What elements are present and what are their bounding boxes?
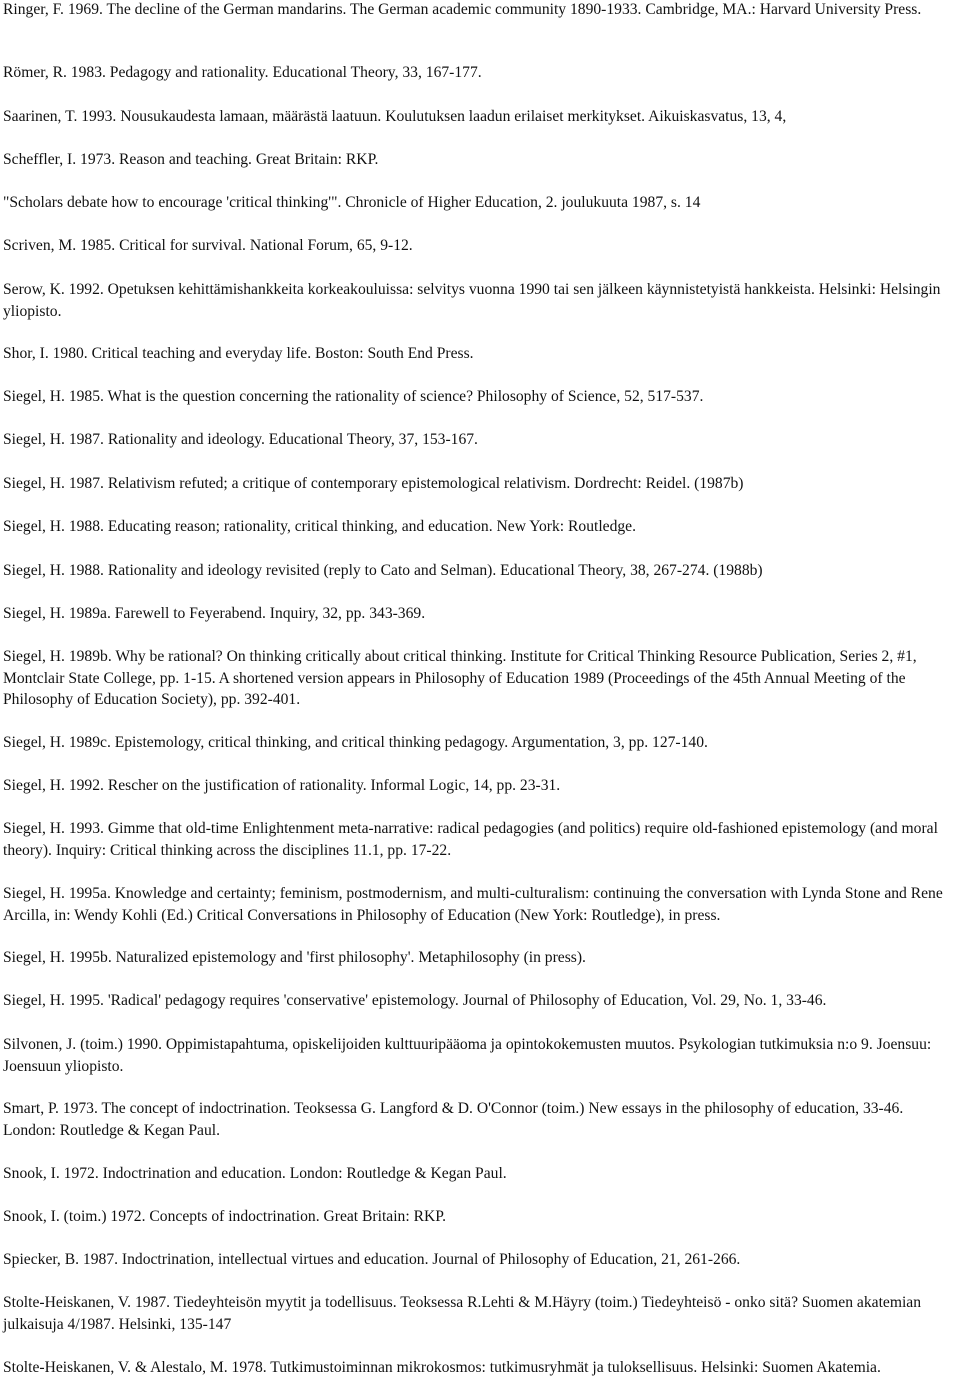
reference-entry: Siegel, H. 1987. Relativism refuted; a critique of contemporary epistemological relativism. Dordrecht: Reidel. (1987b): [3, 475, 744, 492]
reference-entry: Siegel, H. 1989b. Why be rational? On thinking critically about critical thinking. Institute for Critical Thinking Resource Publication, Series 2, #1, Montclair State College, pp. 1-15. A shortened version appears in Philosophy of Education 1989 (Proceedings of the 45th Annual Meeting of the Philosophy of Education Society), pp. 392-401.: [3, 648, 917, 708]
reference-entry: Römer, R. 1983. Pedagogy and rationality. Educational Theory, 33, 167-177.: [3, 64, 482, 81]
reference-entry: Siegel, H. 1995b. Naturalized epistemology and 'first philosophy'. Metaphilosophy (in press).: [3, 949, 586, 966]
reference-entry: "Scholars debate how to encourage 'critical thinking'". Chronicle of Higher Education, 2. joulukuuta 1987, s. 14: [3, 194, 701, 211]
reference-entry: Stolte-Heiskanen, V. 1987. Tiedeyhteisön myytit ja todellisuus. Teoksessa R.Lehti & M.Häyry (toim.) Tiedeyhteisö - onko sitä? Suomen akatemian julkaisuja 4/1987. Helsinki, 135-147: [3, 1294, 921, 1333]
reference-entry: Siegel, H. 1988. Rationality and ideology revisited (reply to Cato and Selman). Educational Theory, 38, 267-274. (1988b): [3, 562, 763, 579]
reference-entry: Siegel, H. 1989c. Epistemology, critical thinking, and critical thinking pedagogy. Argumentation, 3, pp. 127-140.: [3, 734, 708, 751]
reference-entry: Spiecker, B. 1987. Indoctrination, intellectual virtues and education. Journal of Philosophy of Education, 21, 261-266.: [3, 1251, 741, 1268]
reference-entry: Siegel, H. 1985. What is the question concerning the rationality of science? Philosophy of Science, 52, 517-537.: [3, 388, 704, 405]
reference-entry: Siegel, H. 1995a. Knowledge and certainty; feminism, postmodernism, and multi-culturalism: continuing the conversation with Lynda Stone and Rene Arcilla, in: Wendy Kohli (Ed.) Critical Conversations in Philosophy of Education (New York: Routledge), in press.: [3, 885, 943, 924]
reference-entry: Siegel, H. 1993. Gimme that old-time Enlightenment meta-narrative: radical pedagogies (and politics) require old-fashioned epistemology (and moral theory). Inquiry: Critical thinking across the disciplines 11.1, pp. 17-22.: [3, 820, 938, 859]
reference-entry: Siegel, H. 1987. Rationality and ideology. Educational Theory, 37, 153-167.: [3, 431, 478, 448]
reference-entry: Saarinen, T. 1993. Nousukaudesta lamaan, määrästä laatuun. Koulutuksen laadun erilaiset merkitykset. Aikuiskasvatus, 13, 4,: [3, 108, 787, 125]
reference-entry: Siegel, H. 1995. 'Radical' pedagogy requires 'conservative' epistemology. Journal of Philosophy of Education, Vol. 29, No. 1, 33-46.: [3, 992, 827, 1009]
reference-entry: Snook, I. 1972. Indoctrination and education. London: Routledge & Kegan Paul.: [3, 1165, 507, 1182]
reference-entry: Siegel, H. 1992. Rescher on the justification of rationality. Informal Logic, 14, pp. 23-31.: [3, 777, 561, 794]
reference-entry: Smart, P. 1973. The concept of indoctrination. Teoksessa G. Langford & D. O'Connor (toim.) New essays in the philosophy of education, 33-46. London: Routledge & Kegan Paul.: [3, 1100, 904, 1139]
reference-entry: Siegel, H. 1988. Educating reason; rationality, critical thinking, and education. New York: Routledge.: [3, 518, 636, 535]
reference-entry: Scheffler, I. 1973. Reason and teaching. Great Britain: RKP.: [3, 151, 379, 168]
reference-entry: Shor, I. 1980. Critical teaching and everyday life. Boston: South End Press.: [3, 345, 474, 362]
reference-entry: Scriven, M. 1985. Critical for survival. National Forum, 65, 9-12.: [3, 237, 413, 254]
reference-entry: Stolte-Heiskanen, V. & Alestalo, M. 1978. Tutkimustoiminnan mikrokosmos: tutkimusryhmät ja tuloksellisuus. Helsinki: Suomen Akatemia.: [3, 1359, 881, 1376]
reference-entry: Siegel, H. 1989a. Farewell to Feyerabend. Inquiry, 32, pp. 343-369.: [3, 605, 426, 622]
reference-entry: Ringer, F. 1969. The decline of the German mandarins. The German academic community 1890-1933. Cambridge, MA.: Harvard University Press.: [3, 1, 922, 18]
reference-entry: Silvonen, J. (toim.) 1990. Oppimistapahtuma, opiskelijoiden kulttuuripääoma ja opintokokemusten muutos. Psykologian tutkimuksia n:o 9. Joensuu: Joensuun yliopisto.: [3, 1036, 932, 1075]
reference-entry: Serow, K. 1992. Opetuksen kehittämishankkeita korkeakouluissa: selvitys vuonna 1990 tai sen jälkeen käynnistetyistä hankkeista. Helsinki: Helsingin yliopisto.: [3, 281, 941, 320]
reference-entry: Snook, I. (toim.) 1972. Concepts of indoctrination. Great Britain: RKP.: [3, 1208, 447, 1225]
